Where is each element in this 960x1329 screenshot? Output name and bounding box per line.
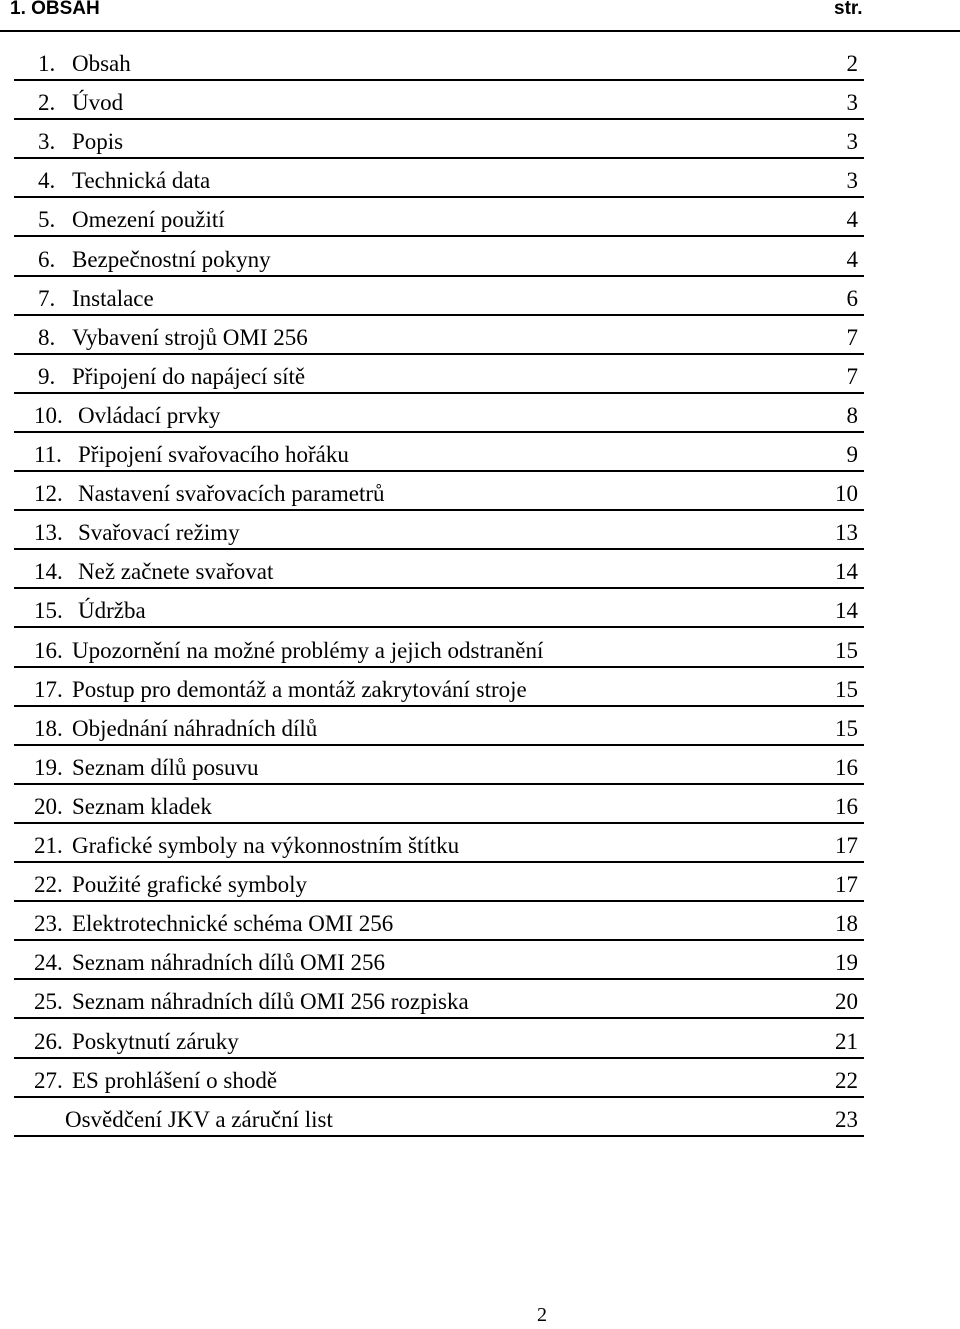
toc-entry-title: Připojení svařovacího hořáku	[78, 442, 349, 467]
toc-entry	[14, 42, 864, 81]
toc-entry-page: 16	[835, 754, 858, 780]
toc-entry-page: 17	[835, 833, 858, 858]
toc-entry	[14, 316, 864, 355]
toc-entry-number: 13.	[34, 520, 63, 546]
toc-entry-title: Seznam náhradních dílů OMI 256 rozpiska	[72, 989, 469, 1015]
toc-entry	[14, 785, 864, 824]
toc-entry-number: 18.	[34, 715, 63, 741]
toc-entry-title: Vybavení strojů OMI 256	[72, 324, 308, 350]
toc-entry	[14, 277, 864, 316]
toc-entry-title: Omezení použití	[72, 207, 225, 233]
toc-entry	[14, 81, 864, 120]
toc-entry-page: 16	[835, 793, 858, 819]
toc-entry-title: ES prohlášení o shodě	[72, 1067, 278, 1093]
toc-entry-number: 17.	[34, 676, 63, 702]
toc-entry-number: 5.	[38, 207, 56, 233]
toc-entry-title: Osvědčení JKV a záruční list	[65, 1106, 333, 1132]
toc-entry-page: 10	[835, 481, 858, 507]
toc-entry-title: Seznam dílů posuvu	[72, 754, 259, 780]
toc-entry-number: 4.	[38, 168, 56, 194]
section-title: 1. OBSAH	[10, 0, 100, 19]
toc-entry-title: Nastavení svařovacích parametrů	[78, 481, 385, 507]
toc-entry	[14, 980, 864, 1019]
toc-entry-title: Upozornění na možné problémy a jejich odstranění	[72, 637, 544, 663]
toc-entry-page: 3	[846, 90, 858, 116]
toc-entry	[14, 472, 864, 511]
toc-entry-title: Svařovací režimy	[78, 520, 240, 546]
page-header	[0, 0, 960, 32]
toc-entry	[14, 1059, 864, 1098]
toc-entry-page: 22	[835, 1067, 858, 1093]
toc-entry-title: Úvod	[72, 90, 124, 116]
toc-entry	[14, 120, 864, 159]
toc-entry-page: 2	[846, 51, 858, 76]
toc-entry	[14, 589, 864, 628]
toc-entry-number: 7.	[38, 285, 56, 311]
toc-entry	[14, 1098, 864, 1137]
toc-entry-page: 3	[846, 129, 858, 155]
toc-entry-page: 9	[846, 442, 858, 467]
toc-entry-number: 1.	[38, 51, 56, 76]
toc-entry	[14, 198, 864, 237]
toc-entry-title: Grafické symboly na výkonnostním štítku	[72, 833, 460, 858]
toc-entry-number: 15.	[34, 598, 63, 624]
toc-entry-page: 15	[835, 715, 858, 741]
toc-entry-number: 27.	[34, 1067, 63, 1093]
toc-entry-number: 23.	[34, 911, 63, 937]
page-column-label: str.	[834, 0, 863, 19]
toc-entry-title: Bezpečnostní pokyny	[72, 246, 271, 272]
toc-entry	[14, 746, 864, 785]
toc-entry	[14, 941, 864, 980]
toc-entry-title: Údržba	[78, 598, 146, 624]
toc-entry-number: 20.	[34, 793, 63, 819]
toc-entry	[14, 394, 864, 433]
toc-entry-number: 26.	[34, 1028, 63, 1054]
toc-entry-page: 3	[846, 168, 858, 194]
toc-entry-title: Než začnete svařovat	[78, 559, 274, 585]
toc-entry-title: Seznam náhradních dílů OMI 256	[72, 950, 385, 976]
toc-entry-number: 25.	[34, 989, 63, 1015]
toc-entry	[14, 707, 864, 746]
toc-entry-number: 21.	[34, 833, 63, 858]
toc-entry	[14, 1020, 864, 1059]
toc-entry-number: 14.	[34, 559, 63, 585]
toc-entry	[14, 629, 864, 668]
toc-entry	[14, 511, 864, 550]
toc-entry-page: 7	[846, 324, 858, 350]
toc-entry-page: 14	[835, 598, 858, 624]
toc-entry-number: 16.	[34, 637, 63, 663]
toc-entry-title: Poskytnutí záruky	[72, 1028, 239, 1054]
toc-entry	[14, 238, 864, 277]
toc-entry-page: 14	[835, 559, 858, 585]
toc-entry	[14, 824, 864, 863]
toc-entry-page: 15	[835, 676, 858, 702]
toc-entry-title: Instalace	[72, 285, 154, 311]
toc-entry-title: Technická data	[72, 168, 211, 194]
toc-entry-title: Objednání náhradních dílů	[72, 715, 318, 741]
toc-entry-number: 10.	[34, 402, 63, 428]
toc-entry	[14, 863, 864, 902]
toc-entry-number: 6.	[38, 246, 56, 272]
toc-entry-number: 24.	[34, 950, 63, 976]
toc-entry-number: 12.	[34, 481, 63, 507]
toc-entry-title: Popis	[72, 129, 124, 155]
toc-entry-number: 19.	[34, 754, 63, 780]
toc-entry-number: 9.	[38, 363, 56, 389]
toc-entry-title: Obsah	[72, 51, 131, 76]
toc-entry-number: 2.	[38, 90, 56, 116]
toc-entry	[14, 550, 864, 589]
toc-entry-page: 21	[835, 1028, 858, 1054]
toc-entry	[14, 159, 864, 198]
toc-entry-page: 6	[846, 285, 858, 311]
toc-entry-page: 23	[835, 1106, 858, 1132]
toc-entry-title: Seznam kladek	[72, 793, 212, 819]
toc-entry-page: 7	[846, 363, 858, 389]
toc-entry-page: 8	[846, 402, 858, 428]
toc-entry-title: Ovládací prvky	[78, 402, 221, 428]
toc-entry	[14, 355, 864, 394]
toc-entry-title: Elektrotechnické schéma OMI 256	[72, 911, 394, 937]
toc-entry	[14, 668, 864, 707]
toc-entry-page: 20	[835, 989, 858, 1015]
toc-entry-title: Postup pro demontáž a montáž zakrytování stroje	[72, 676, 527, 702]
toc-entry-page: 17	[835, 872, 858, 898]
toc-entry-page: 15	[835, 637, 858, 663]
toc-entry-number: 11.	[34, 442, 62, 467]
toc-entry-number: 3.	[38, 129, 56, 155]
toc-entry	[14, 902, 864, 941]
toc-entry-title: Připojení do napájecí sítě	[72, 363, 306, 389]
toc-entry-number: 8.	[38, 324, 56, 350]
toc-entry-page: 18	[835, 911, 858, 937]
toc-entry-page: 4	[846, 207, 858, 233]
toc-entry-title: Použité grafické symboly	[72, 872, 308, 898]
toc-entry	[14, 433, 864, 472]
toc-entry-number: 22.	[34, 872, 63, 898]
page-number: 2	[537, 1304, 547, 1326]
toc-entry-page: 19	[835, 950, 858, 976]
toc-entry-page: 13	[835, 520, 858, 546]
toc-entry-page: 4	[846, 246, 858, 272]
